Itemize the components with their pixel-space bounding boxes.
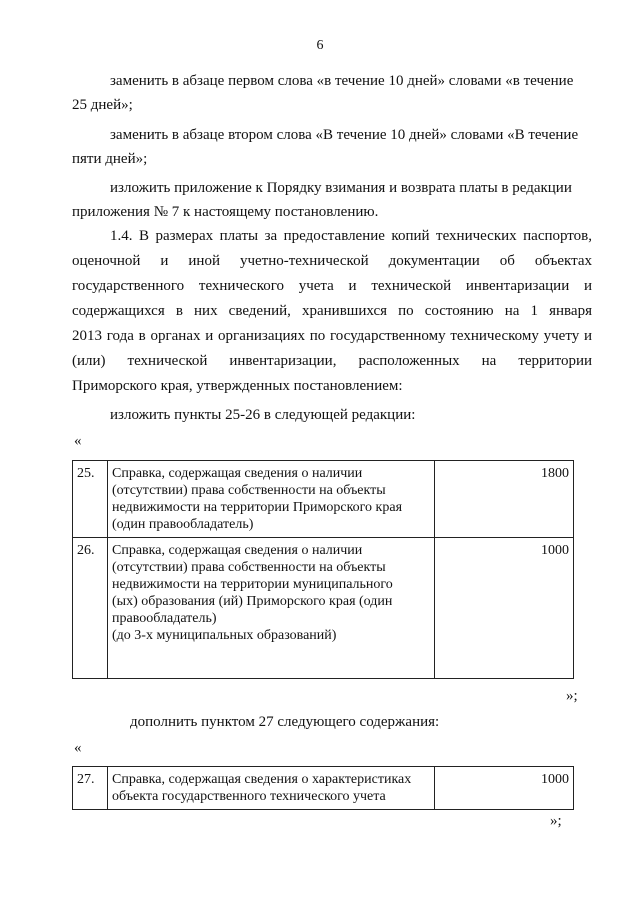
quote-close: »; [550,813,562,829]
row-description [108,538,435,679]
paragraph-line: содержащихся в них сведений, хранившихся по состоянию на 1 января [72,303,592,319]
fees-table-2 [72,766,574,810]
paragraph-line: заменить в абзаце втором слова «В течение 10 дней» словами «В течение [110,127,579,143]
row-description [108,461,435,538]
paragraph-line: пяти дней»; [72,151,148,167]
paragraph-line: (или) технической инвентаризации, расположенных на территории [72,353,592,369]
description-line: Справка, содержащая сведения о наличии [112,466,363,481]
description-line: Справка, содержащая сведения о характеристиках [112,772,412,787]
paragraph-line: заменить в абзаце первом слова «в течение 10 дней» словами «в течение [110,73,574,89]
paragraph-line: 25 дней»; [72,97,133,113]
row-number: 27. [73,767,108,810]
page-number: 6 [316,38,324,53]
quote-open: « [74,433,82,449]
quote-open: « [74,740,82,756]
description-line: недвижимости на территории Приморского края [112,500,403,515]
paragraph-line: Приморского края, утвержденных постановлением: [72,378,403,394]
paragraph-line: государственного технического учета и технической инвентаризации и [72,278,592,294]
description-line: (один правообладатель) [112,517,254,532]
fees-table-1 [72,460,574,679]
row-price: 1000 [435,767,574,810]
paragraph-line: 1.4. В размерах платы за предоставление копий технических паспортов, [110,228,592,244]
row-number: 25. [73,461,108,538]
table-row [73,461,574,538]
table-row [73,767,574,810]
description-line: (отсутствии) права собственности на объекты [112,483,386,498]
description-line: (отсутствии) права собственности на объекты [112,560,386,575]
row-price: 1800 [435,461,574,538]
description-line: объекта государственного технического учета [112,789,386,804]
quote-close: »; [566,688,578,704]
paragraph-line: изложить пункты 25-26 в следующей редакции: [110,407,416,423]
paragraph-line: изложить приложение к Порядку взимания и возврата платы в редакции [110,180,572,196]
row-description [108,767,435,810]
paragraph-line: приложения № 7 к настоящему постановлению. [72,204,379,220]
table-row [73,538,574,679]
description-line: правообладатель) [112,611,217,626]
description-line: Справка, содержащая сведения о наличии [112,543,363,558]
paragraph-line: дополнить пунктом 27 следующего содержания: [130,714,440,730]
paragraph-line: 2013 года в органах и организациях по государственному техническому учету и [72,328,592,344]
row-price: 1000 [435,538,574,679]
description-line: недвижимости на территории муниципального [112,577,393,592]
description-line: (до 3-х муниципальных образований) [112,628,337,643]
description-line: (ых) образования (ий) Приморского края (один [112,594,393,609]
paragraph-line: оценочной и иной учетно-технической документации об объектах [72,253,592,269]
row-number: 26. [73,538,108,679]
